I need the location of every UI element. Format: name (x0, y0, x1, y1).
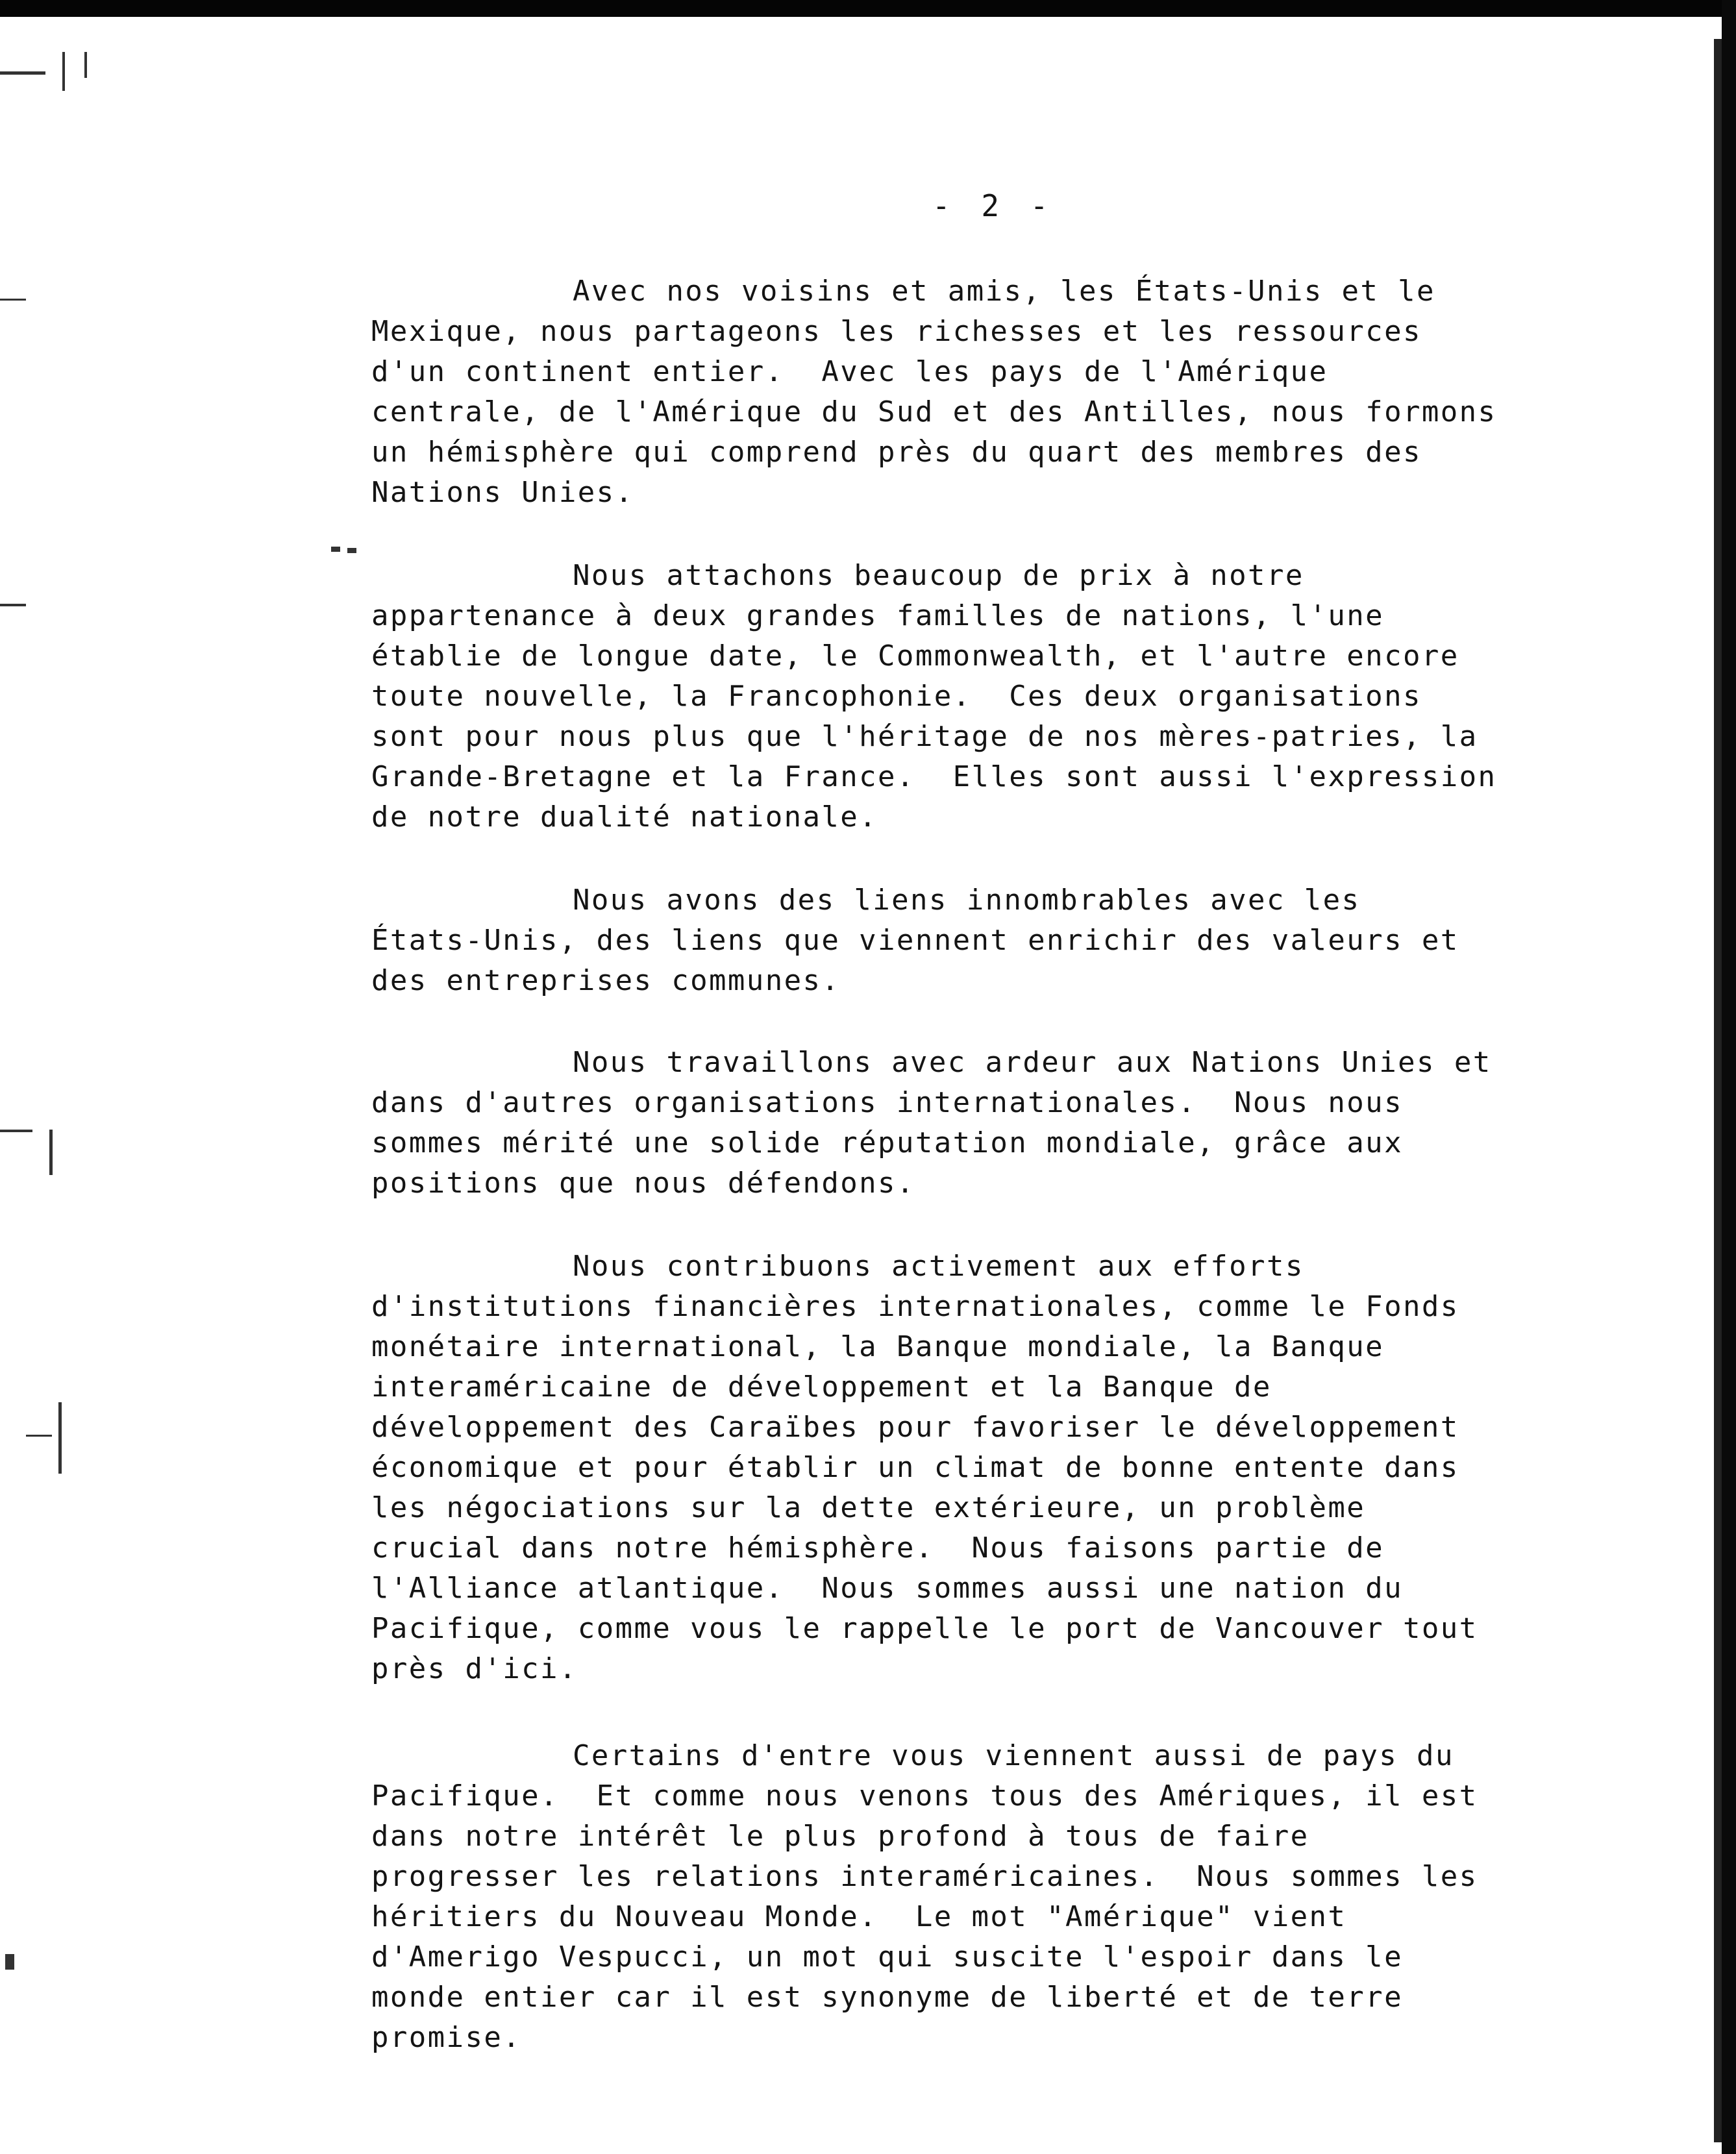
scan-mark (5, 1954, 14, 1970)
text-line: centrale, de l'Amérique du Sud et des Antilles, nous formons (371, 395, 1497, 428)
text-line: crucial dans notre hémisphère. Nous faisons partie de (371, 1531, 1385, 1565)
text-line: États-Unis, des liens que viennent enrichir des valeurs et (371, 924, 1459, 957)
text-line: Mexique, nous partageons les richesses et les ressources (371, 315, 1422, 348)
text-line: d'un continent entier. Avec les pays de l'Amérique (371, 355, 1328, 388)
text-line: l'Alliance atlantique. Nous sommes aussi une nation du (371, 1572, 1403, 1605)
text-line: sont pour nous plus que l'héritage de nos mères-patries, la (371, 720, 1478, 753)
text-line: dans notre intérêt le plus profond à tous de faire (371, 1820, 1309, 1853)
text-line: économique et pour établir un climat de bonne entente dans (371, 1451, 1459, 1484)
scan-mark (62, 52, 65, 91)
paragraph-4 (371, 1043, 1579, 1204)
text-line: les négociations sur la dette extérieure, un problème (371, 1491, 1366, 1524)
text-line: des entreprises communes. (371, 964, 841, 997)
text-line: Nous avons des liens innombrables avec les (573, 884, 1361, 917)
text-line: progresser les relations interaméricaines. Nous sommes les (371, 1860, 1478, 1893)
scan-mark (331, 547, 340, 552)
text-line: développement des Caraïbes pour favoriser le développement (371, 1411, 1459, 1444)
text-line: un hémisphère qui comprend près du quart des membres des (371, 436, 1422, 469)
text-line: de notre dualité nationale. (371, 800, 878, 834)
text-line: Nous contribuons activement aux efforts (573, 1250, 1304, 1283)
text-line: Grande-Bretagne et la France. Elles sont aussi l'expression (371, 760, 1497, 793)
paragraph-5 (371, 1246, 1579, 1689)
text-line: établie de longue date, le Commonwealth, et l'autre encore (371, 639, 1459, 673)
paragraph-1 (371, 271, 1579, 513)
scan-mark (0, 299, 26, 301)
text-line: Avec nos voisins et amis, les États-Unis et le (573, 275, 1435, 308)
text-line: toute nouvelle, la Francophonie. Ces deux organisations (371, 680, 1422, 713)
text-line: Pacifique, comme vous le rappelle le port de Vancouver tout (371, 1612, 1478, 1645)
text-line: Certains d'entre vous viennent aussi de pays du (573, 1739, 1454, 1772)
text-line: près d'ici. (371, 1652, 578, 1685)
scan-mark (49, 1130, 53, 1175)
scan-mark (0, 1130, 32, 1132)
text-line: interaméricaine de développement et la Banque de (371, 1370, 1272, 1404)
paragraph-3 (371, 880, 1579, 1001)
scan-border-right (1722, 0, 1736, 2154)
text-line: appartenance à deux grandes familles de nations, l'une (371, 599, 1385, 632)
scan-mark (0, 604, 26, 606)
text-line: monde entier car il est synonyme de liberté et de terre (371, 1981, 1403, 2014)
page-number: - 2 - (932, 188, 1055, 223)
scan-mark (84, 52, 87, 78)
scan-shadow-right (1714, 39, 1722, 2142)
text-line: positions que nous défendons. (371, 1167, 915, 1200)
text-line: d'institutions financières internationales, comme le Fonds (371, 1290, 1459, 1323)
scan-mark (26, 1435, 52, 1437)
scan-mark (347, 548, 356, 553)
text-line: Pacifique. Et comme nous venons tous des Amériques, il est (371, 1779, 1478, 1813)
text-line: Nations Unies. (371, 476, 634, 509)
text-line: promise. (371, 2021, 522, 2054)
scan-mark (58, 1402, 62, 1474)
text-line: monétaire international, la Banque mondiale, la Banque (371, 1330, 1385, 1363)
paragraph-2 (371, 556, 1579, 837)
text-line: Nous travaillons avec ardeur aux Nations Unies et (573, 1046, 1492, 1079)
text-line: sommes mérité une solide réputation mondiale, grâce aux (371, 1126, 1403, 1159)
text-line: dans d'autres organisations internationales. Nous nous (371, 1086, 1403, 1119)
text-line: Nous attachons beaucoup de prix à notre (573, 559, 1304, 592)
paragraph-6 (371, 1736, 1579, 2058)
scan-border-top (0, 0, 1736, 17)
text-line: d'Amerigo Vespucci, un mot qui suscite l'espoir dans le (371, 1940, 1403, 1974)
scan-mark (0, 71, 45, 75)
text-line: héritiers du Nouveau Monde. Le mot "Amérique" vient (371, 1900, 1347, 1933)
